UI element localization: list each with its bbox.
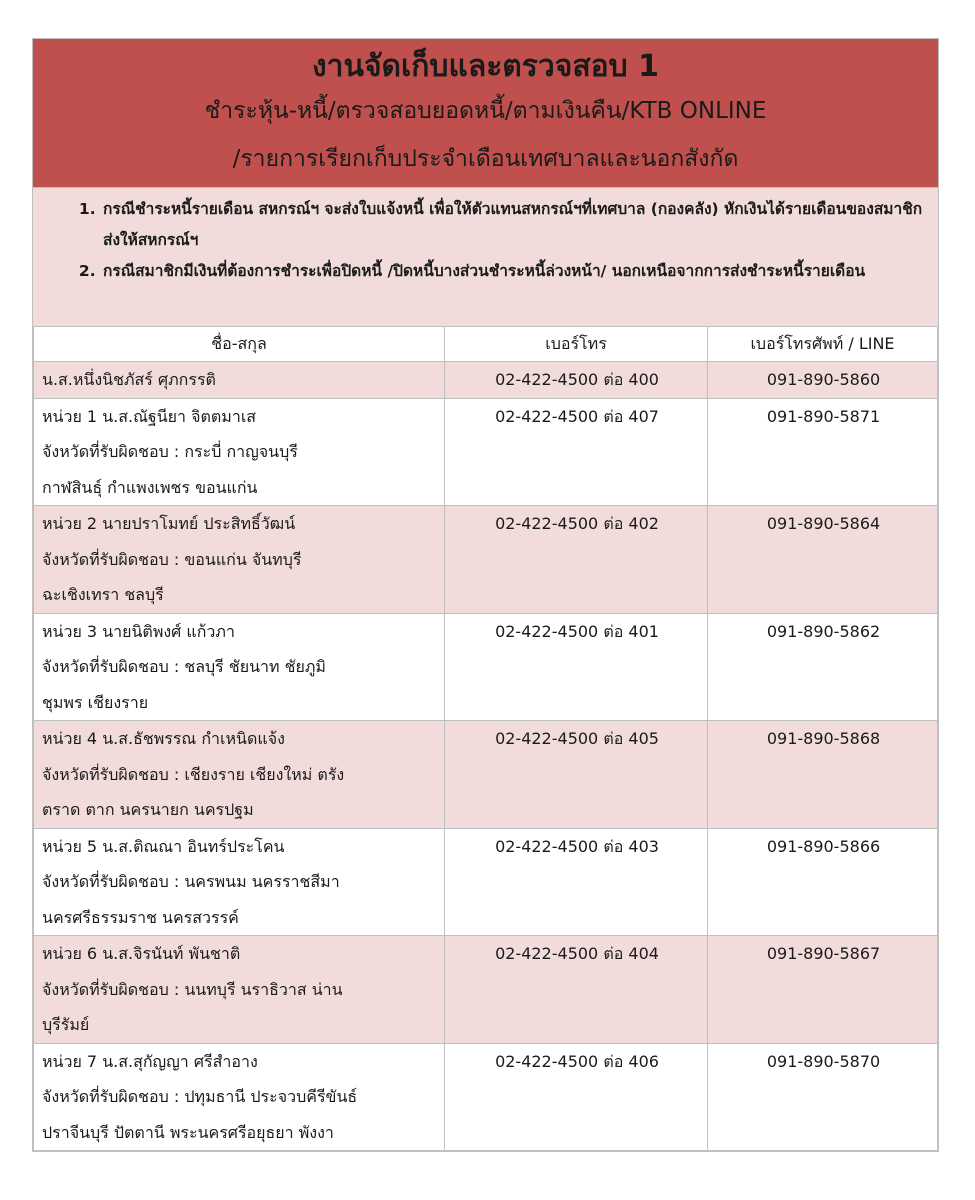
contact-cell	[34, 721, 445, 829]
column-header-mobile-line: เบอร์โทรศัพท์ / LINE	[708, 327, 938, 362]
office-phone: 02-422-4500 ต่อ 400	[445, 362, 708, 399]
mobile-phone: 091-890-5866	[708, 828, 938, 936]
office-phone: 02-422-4500 ต่อ 405	[445, 721, 708, 829]
table-header-row	[34, 327, 938, 362]
office-phone: 02-422-4500 ต่อ 402	[445, 506, 708, 614]
contact-table	[33, 326, 938, 1151]
office-phone: 02-422-4500 ต่อ 403	[445, 828, 708, 936]
mobile-phone: 091-890-5871	[708, 398, 938, 506]
office-phone: 02-422-4500 ต่อ 407	[445, 398, 708, 506]
responsible-provinces-cont: บุรีรัมย์	[42, 1015, 90, 1034]
table-row	[34, 828, 938, 936]
instruction-item-2: 2. กรณีสมาชิกมีเงินที่ต้องการชำระเพื่อปิดหนี้ /ปิดหนี้บางส่วนชำระหนี้ล่วงหน้า/ นอกเหนือจากการส่งชำระหนี้รายเดือน	[101, 256, 928, 287]
mobile-phone: 091-890-5860	[708, 362, 938, 399]
instruction-item-1: 1. กรณีชำระหนี้รายเดือน สหกรณ์ฯ จะส่งใบแจ้งหนี้ เพื่อให้ตัวแทนสหกรณ์ฯที่เทศบาล (กองคลัง) หักเงินได้รายเดือนของสมาชิกส่งให้สหกรณ์ฯ	[101, 194, 928, 256]
mobile-phone: 091-890-5867	[708, 936, 938, 1044]
contact-name: น.ส.หนึ่งนิชภัสร์ ศุภกรรติ	[34, 362, 445, 399]
responsible-provinces-cont: ปราจีนบุรี ปัตตานี พระนครศรีอยุธยา พังงา	[42, 1122, 334, 1142]
contact-cell	[34, 506, 445, 614]
contact-cell	[34, 398, 445, 506]
responsible-provinces: จังหวัดที่รับผิดชอบ : ชลบุรี ชัยนาท ชัยภูมิ	[42, 657, 326, 676]
contact-name: หน่วย 5 น.ส.ติณณา อินทร์ประโคน	[42, 836, 285, 856]
table-row	[34, 721, 938, 829]
table-row	[34, 613, 938, 721]
office-phone: 02-422-4500 ต่อ 401	[445, 613, 708, 721]
responsible-provinces: จังหวัดที่รับผิดชอบ : เชียงราย เชียงใหม่ ตรัง	[42, 764, 345, 784]
responsible-provinces: จังหวัดที่รับผิดชอบ : ขอนแก่น จันทบุรี	[42, 549, 302, 569]
column-header-name: ชื่อ-สกุล	[34, 327, 445, 362]
table-row	[34, 398, 938, 506]
contact-sheet	[32, 38, 939, 1152]
office-phone: 02-422-4500 ต่อ 406	[445, 1043, 708, 1151]
mobile-phone: 091-890-5870	[708, 1043, 938, 1151]
page-subtitle-line1: ชำระหุ้น-หนี้/ตรวจสอบยอดหนี้/ตามเงินคืน/KTB ONLINE	[204, 98, 767, 124]
mobile-phone: 091-890-5864	[708, 506, 938, 614]
responsible-provinces: จังหวัดที่รับผิดชอบ : นนทบุรี นราธิวาส น่าน	[42, 979, 343, 999]
responsible-provinces: จังหวัดที่รับผิดชอบ : นครพนม นครราชสีมา	[42, 872, 340, 891]
contact-cell	[34, 828, 445, 936]
contact-cell	[34, 1043, 445, 1151]
responsible-provinces-cont: ตราด ตาก นครนายก นครปฐม	[42, 800, 254, 819]
contact-name: หน่วย 4 น.ส.ธัชพรรณ กำเหนิดแจ้ง	[42, 729, 285, 748]
table-row	[34, 362, 938, 399]
instructions-list	[83, 194, 928, 287]
responsible-provinces-cont: นครศรีธรรมราช นครสวรรค์	[42, 907, 239, 927]
table-row	[34, 936, 938, 1044]
contact-name: หน่วย 1 น.ส.ณัฐนียา จิตตมาเส	[42, 406, 257, 426]
contact-name: หน่วย 2 นายปราโมทย์ ประสิทธิ์วัฒน์	[42, 514, 296, 533]
table-row	[34, 506, 938, 614]
office-phone: 02-422-4500 ต่อ 404	[445, 936, 708, 1044]
responsible-provinces: จังหวัดที่รับผิดชอบ : กระบี่ กาญจนบุรี	[42, 442, 298, 461]
contact-cell	[34, 613, 445, 721]
contact-name: หน่วย 7 น.ส.สุกัญญา ศรีสำอาง	[42, 1051, 258, 1071]
responsible-provinces-cont: กาฬสินธุ์ กำแพงเพชร ขอนแก่น	[42, 477, 258, 497]
column-header-phone: เบอร์โทร	[445, 327, 708, 362]
title-banner	[33, 39, 938, 187]
mobile-phone: 091-890-5868	[708, 721, 938, 829]
responsible-provinces-cont: ชุมพร เชียงราย	[42, 692, 149, 712]
page-title: งานจัดเก็บและตรวจสอบ 1	[311, 49, 660, 84]
table-row	[34, 1043, 938, 1151]
page-subtitle-line2: /รายการเรียกเก็บประจำเดือนเทศบาลและนอกสังกัด	[232, 146, 739, 172]
responsible-provinces-cont: ฉะเชิงเทรา ชลบุรี	[42, 585, 164, 604]
mobile-phone: 091-890-5862	[708, 613, 938, 721]
contact-cell	[34, 936, 445, 1044]
responsible-provinces: จังหวัดที่รับผิดชอบ : ปทุมธานี ประจวบคีรีขันธ์	[42, 1087, 358, 1106]
contact-name: หน่วย 6 น.ส.จิรนันท์ พันชาติ	[42, 944, 241, 963]
contact-name: หน่วย 3 นายนิติพงศ์ แก้วภา	[42, 621, 235, 641]
instructions-panel	[33, 187, 938, 326]
